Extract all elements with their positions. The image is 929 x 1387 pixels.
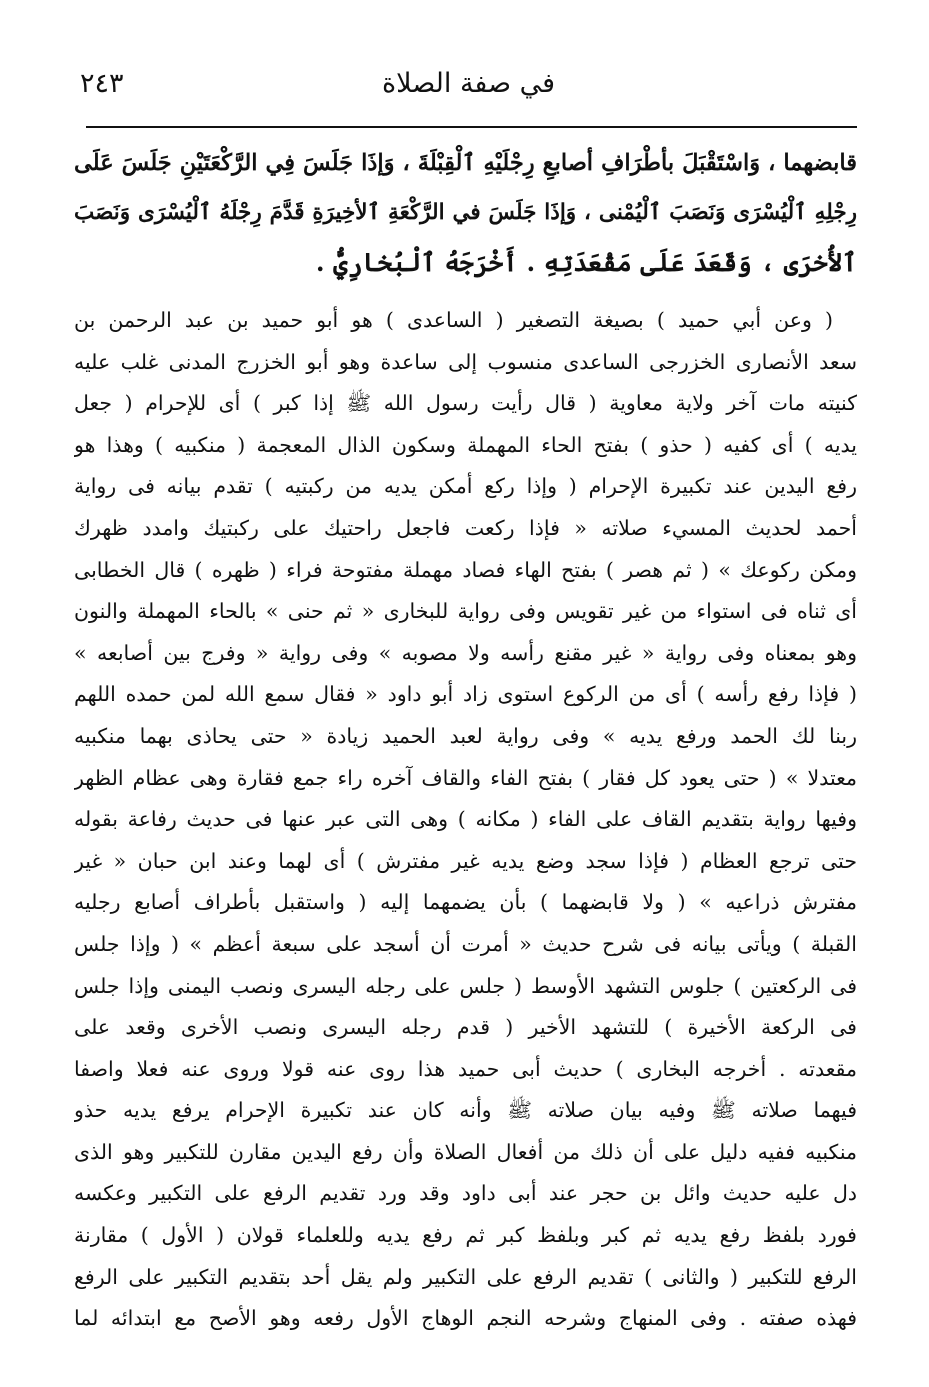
commentary-line: ( وعن أبي حميد ) بصيغة التصغير ( الساعدى ) هو أبو حميد بن عبد الرحمن بن — [74, 308, 833, 332]
page-header — [80, 62, 857, 112]
commentary-line: منكبيه ففيه دليل على أن ذلك من أفعال الصلاة وأن رفع اليدين مقارن للتكبير وهو الذى — [74, 1139, 857, 1164]
commentary-line: فهذه صفته . وفى المنهاج وشرحه النجم الوهاج الأول رفعه وهو الأصح مع ابتدائه لما — [74, 1306, 857, 1331]
commentary-line: دل عليه حديث وائل بن حجر عند أبى داود وقد ورد تقديم الرفع على التكبير وعكسه — [74, 1181, 857, 1206]
commentary-line: وفيها رواية بتقديم القاف على الفاء ( مكانه ) وهى التى عبر عنها فى حديث رفاعة بقوله — [74, 807, 857, 832]
header-rule — [86, 126, 857, 128]
commentary-line: ربنا لك الحمد ورفع يديه » وفى رواية لعبد الحميد زيادة « حتى يحاذى بهما منكبيه — [74, 723, 857, 748]
running-title: في صفة الصلاة — [381, 68, 556, 99]
commentary-line: مقعدته . أخرجه البخارى ) حديث أبى حميد هذا روى عنه قولا وروى عنه فعلا واصفا — [74, 1056, 857, 1081]
commentary-line: مفترش ذراعيه » ( ولا قابضهما ) بأن يضمهما إليه ( واستقبل بأطراف أصابع رجليه — [74, 890, 857, 915]
commentary-line: أى ثناه فى استواء من غير تقويس وفى رواية للبخارى « ثم حنى » بالحاء المهملة والنون — [74, 599, 857, 624]
commentary-line: رفع اليدين عند تكبيرة الإحرام ( وإذا ركع أمكن يديه من ركبتيه ) تقدم بيانه فى رواية — [74, 474, 857, 499]
commentary-line: كنيته مات آخر ولاية معاوية ( قال رأيت رسول الله ﷺ إذا كبر ) أى للإحرام ( جعل — [74, 391, 857, 416]
hadith-line: قابضهما ، وَاسْتَقْبَلَ بأطْرَافِ أصابعِ رِجْلَيْهِ ٱلْقِبْلَةَ ، وَإذَا جَلَسَ فِي الرَّكْعَتَيْنِ جَلَسَ عَلَى — [74, 150, 857, 176]
commentary-line: أحمد لحديث المسيء صلاته « فإذا ركعت فاجعل راحتيك على ركبتيك وامدد ظهرك — [74, 515, 857, 540]
commentary-line: يديه ) أى كفيه ( حذو ) بفتح الحاء المهملة وسكون الذال المعجمة ( منكبيه ) وهذا هو — [74, 432, 857, 457]
hadith-line: ٱلأُخرَى ، وَقَعَدَ عَلَى مَقْعَدَتِهِ . أَخْرَجَهُ ٱلْبُخارِيُّ . — [315, 248, 857, 277]
commentary-line: فى الركعتين ) جلوس التشهد الأوسط ( جلس على رجله اليسرى ونصب اليمنى وإذا جلس — [74, 973, 857, 998]
commentary-line: ( فإذا رفع رأسه ) أى من الركوع استوى زاد أبو داود « فقال سمع الله لمن حمده اللهم — [74, 682, 857, 707]
commentary-line: القبلة ) ويأتى بيانه فى شرح حديث « أمرت أن أسجد على سبعة أعظم » ( وإذا جلس — [74, 931, 857, 956]
hadith-line: رِجْلِهِ ٱلْيُسْرَى وَنَصَبَ ٱلْيُمْنى ، وَإذَا جَلَسَ في الرَّكْعَةِ ٱلأخِيرَةِ قَدَّمَ رِجْلَهُ ٱلْيُسْرَى وَنَصَبَ — [74, 200, 857, 225]
commentary-line: فيهما صلاته ﷺ وفيه بيان صلاته ﷺ وأنه كان عند تكبيرة الإحرام يرفع يديه حذو — [74, 1098, 857, 1123]
commentary-line: سعد الأنصارى الخزرجى الساعدى منسوب إلى ساعدة وهو أبو الخزرج المدنى غلب عليه — [74, 349, 857, 374]
hadith-text — [74, 138, 857, 288]
commentary-line: الرفع للتكبير ( والثانى ) تقديم الرفع على التكبير ولم يقل أحد بتقديم التكبير على الرفع — [74, 1264, 857, 1289]
commentary-line: معتدلا » ( حتى يعود كل فقار ) بفتح الفاء والقاف آخره راء جمع فقارة وهى عظام الظهر — [74, 765, 857, 790]
commentary-line: وهو بمعناه وفى رواية « غير مقنع رأسه ولا مصوبه » وفى رواية « وفرج بين أصابعه » — [74, 640, 857, 665]
page-number: ٢٤٣ — [80, 68, 124, 99]
commentary-line: فى الركعة الأخيرة ) للتشهد الأخير ( قدم رجله اليسرى ونصب الأخرى وقعد على — [74, 1015, 857, 1040]
commentary-line: حتى ترجع العظام ( فإذا سجد وضع يديه غير مفترش ) أى لهما وعند ابن حبان « غير — [74, 848, 857, 873]
commentary-line: فورد بلفظ رفع يديه ثم كبر وبلفظ كبر ثم رفع يديه وللعلماء قولان ( الأول ) مقارنة — [74, 1223, 857, 1248]
commentary-line: ومكن ركوعك » ( ثم هصر ) بفتح الهاء فصاد مهملة مفتوحة فراء ( ظهره ) قال الخطابى — [74, 557, 857, 582]
commentary-text — [74, 300, 857, 1340]
